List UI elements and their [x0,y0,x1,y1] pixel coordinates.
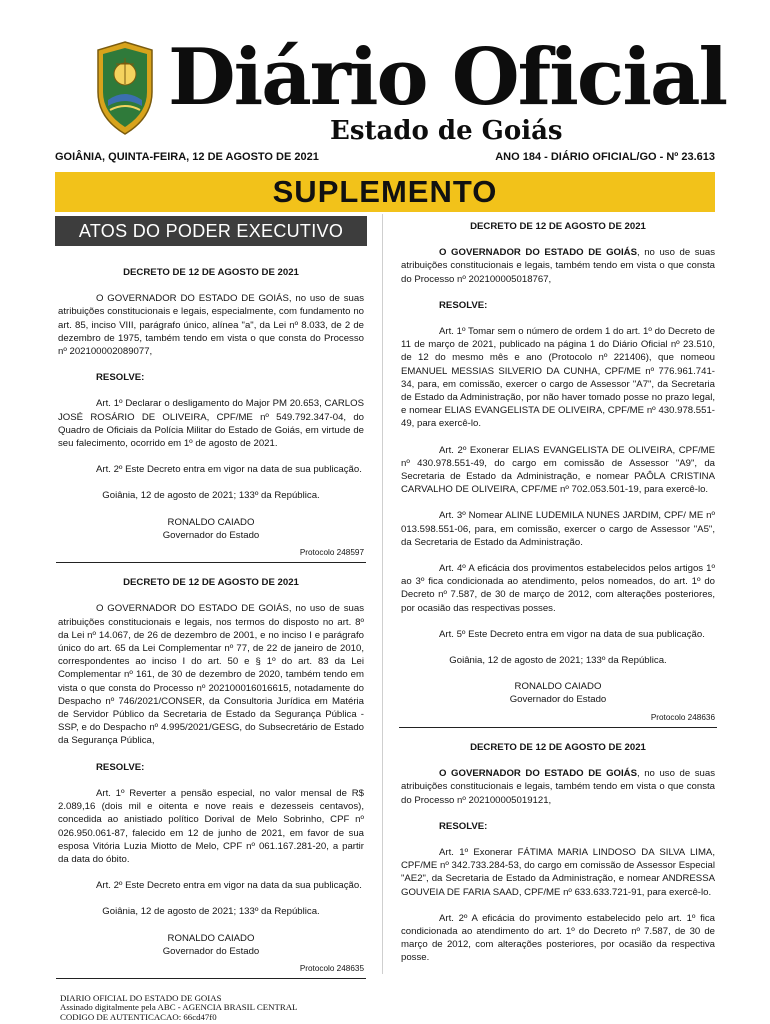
right-column [401,220,715,978]
signer-role: Governador do Estado [162,945,260,957]
article-1: Art. 1º Exonerar FÁTIMA MARIA LINDOSO DA SILVA LIMA, CPF/ME nº 342.733.284-53, do cargo em comissão de Assessor Especial "AE2", da Secretaria de Estado da Administração, e nomear ANDRESSA GOUVEIA DE FARIA SAAD, CPF/ME nº 633.633.721-91, para exercê-lo. [401,846,715,898]
resolve-label: RESOLVE: [96,372,145,384]
article-1: Art. 1º Declarar o desligamento do Major PM 20.653, CARLOS JOSÉ ROSÁRIO DE OLIVEIRA, CPF/ME nº 549.792.347-04, do Quadro de Oficiais da Polícia Militar do Estado de Goiás, em virtude de seu falecimento, ocorrido em 1º de agosto de 2021. [58,398,364,450]
article-2: Art. 2º A eficácia do provimento estabelecido pelo art. 1º fica condicionada ao atendimento do art. 1º do Decreto nº 7.587, de 30 de março de 2012, com alterações posteriores, por ocasião da respectiva posse. [401,912,715,964]
decree-block [58,576,364,979]
dateline: GOIÂNIA, QUINTA-FEIRA, 12 DE AGOSTO DE 2021 [55,151,319,163]
state-coat-of-arms-icon [94,40,156,138]
decree-separator [399,727,717,728]
decree-heading: DECRETO DE 12 DE AGOSTO DE 2021 [123,267,299,278]
decree-heading: DECRETO DE 12 DE AGOSTO DE 2021 [470,741,646,753]
protocol-number: Protocolo 248597 [299,548,364,558]
decree-separator [56,978,366,979]
preamble-rest: , no uso de suas atribuições constitucionais e legais, também tendo em vista o que consta do Processo nº 202100005018767, [401,247,715,285]
signer-role: Governador do Estado [509,694,607,706]
supplement-banner [55,172,715,212]
masthead-title: Diário Oficial [168,32,727,123]
supplement-banner-text: SUPLEMENTO [272,174,498,209]
preamble-lead: O GOVERNADOR DO ESTADO DE GOIÁS [439,768,637,780]
article-4: Art. 4º A eficácia dos provimentos estabelecidos pelos artigos 1º ao 3º fica condicionada ao atendimento, pelos nomeados, do art. 1º do Decreto nº 7.587, de 30 de março de 2012, com alterações posteriores, por ocasião das respectivas posses. [401,563,715,614]
masthead-subtitle: Estado de Goiás [330,116,563,146]
signer-role: Governador do Estado [162,529,260,541]
decree-preamble [401,246,715,286]
edition-number: ANO 184 - DIÁRIO OFICIAL/GO - Nº 23.613 [495,151,715,163]
decree-block [58,266,364,563]
resolve-label: RESOLVE: [439,299,488,311]
section-label: ATOS DO PODER EXECUTIVO [55,216,367,246]
resolve-label: RESOLVE: [439,820,488,832]
article-1: Art. 1º Reverter a pensão especial, no valor mensal de R$ 2.089,16 (dois mil e oitenta e nove reais e dezesseis centavos), concedida ao anistiado político Dorival de Melo Sobrinho, CPF nº 026.950.061-87, falecido em 12 de junho de 2021, em favor de sua esposa Vitória Luzia Miotto de Melo, CPF nº 061.167.281-20, a partir da data do óbito. [58,787,364,865]
signer-name: RONALDO CAIADO [167,516,255,528]
footer-line-gazette: DIARIO OFICIAL DO ESTADO DE GOIAS [60,993,222,1003]
signer-name: RONALDO CAIADO [514,681,602,693]
preamble-rest: , no uso de suas atribuições constitucionais e legais, também tendo em vista o que consta do Processo nº 202100005019121, [401,768,715,806]
decree-separator [56,562,366,563]
column-divider [382,214,383,974]
footer-line-auth-code: CODIGO DE AUTENTICACAO: 66cd47f0 [60,1011,217,1022]
article-2: Art. 2º Este Decreto entra em vigor na data de sua publicação. [96,464,362,476]
decree-preamble: O GOVERNADOR DO ESTADO DE GOIÁS, no uso de suas atribuições constitucionais e legais, especialmente, com fundamento no art. 85, inciso VIII, parágrafo único, alínea "a", da Lei nº 8.033, de 2 de dezembro de 1975, também tendo em vista o que consta do Processo nº 202100002089077, [58,293,364,358]
decree-preamble: O GOVERNADOR DO ESTADO DE GOIÁS, no uso de suas atribuições constitucionais e legais, nos termos do disposto no art. 8º da Lei nº 14.067, de 26 de dezembro de 2001, e no inciso I e parágrafo único do art. 65 da Lei Complementar nº 77, de 22 de janeiro de 2010, correspondentes ao inciso I do art. 50 e § 1º do art. 83 da Lei Complementar nº 161, de 30 de dezembro de 2020, também tendo em vista o que consta do Processo nº 202100016016615, notadamente do Despacho nº 746/2021/CONSER, da Consultoria Jurídica em Matéria de Servidor Público da Secretaria de Estado da Segurança Pública - SSP, e do Despacho nº 4.995/2021/GESG, do Subsecretário de Estado da Segurança Pública, [58,603,364,747]
footer-line-signer: Assinado digitalmente pela ABC - AGENCIA BRASIL CENTRAL [60,1002,298,1013]
digital-signature-footer [60,994,297,1022]
left-column [58,266,364,992]
preamble-lead: O GOVERNADOR DO ESTADO DE GOIÁS [439,247,637,259]
article-2: Art. 2º Exonerar ELIAS EVANGELISTA DE OLIVEIRA, CPF/ME nº 430.978.551-49, do cargo em comissão de Assessor "A9", da Secretaria de Estado da Administração, e nomear PAÔLA CRISTINA CARVALHO DE OLIVEIRA, CPF/ME nº 702.053.501-19, para exercê-lo. [401,444,715,496]
decree-block [401,741,715,965]
decree-block [401,220,715,728]
closing-date: Goiânia, 12 de agosto de 2021; 133º da República. [102,906,320,918]
closing-date: Goiânia, 12 de agosto de 2021; 133º da República. [449,655,667,667]
closing-date: Goiânia, 12 de agosto de 2021; 133º da República. [102,490,320,502]
protocol-number: Protocolo 248635 [299,963,364,973]
article-3: Art. 3º Nomear ALINE LUDEMILA NUNES JARDIM, CPF/ ME nº 013.598.551-06, para, em comissão, exercer o cargo de Assessor "A5", da Secretaria de Estado da Administração. [401,510,715,548]
article-1: Art. 1º Tomar sem o número de ordem 1 do art. 1º do Decreto de 11 de março de 2021, publicado na página 1 do Diário Oficial nº 23.510, de 12 do mesmo mês e ano (Protocolo nº 221406), que nomeou EMANUEL MESSIAS SILVERIO DA CUNHA, CPF/ME nº 776.961.741-34, para, em comissão, exercer o cargo de Assessor "A7", da Secretaria de Estado da Administração, por não haver tomado posse no prazo legal, e nomear ELIAS EVANGELISTA DE OLIVEIRA, CPF/ME nº 430.978.551-49, para exercê-lo. [401,326,715,430]
signer-name: RONALDO CAIADO [167,932,255,944]
decree-preamble [401,767,715,807]
article-5: Art. 5º Este Decreto entra em vigor na data de sua publicação. [439,628,705,640]
decree-heading: DECRETO DE 12 DE AGOSTO DE 2021 [470,221,646,232]
resolve-label: RESOLVE: [96,761,145,773]
article-2: Art. 2º Este Decreto entra em vigor na data da sua publicação. [96,880,362,892]
protocol-number: Protocolo 248636 [650,712,715,722]
decree-heading: DECRETO DE 12 DE AGOSTO DE 2021 [123,577,299,589]
